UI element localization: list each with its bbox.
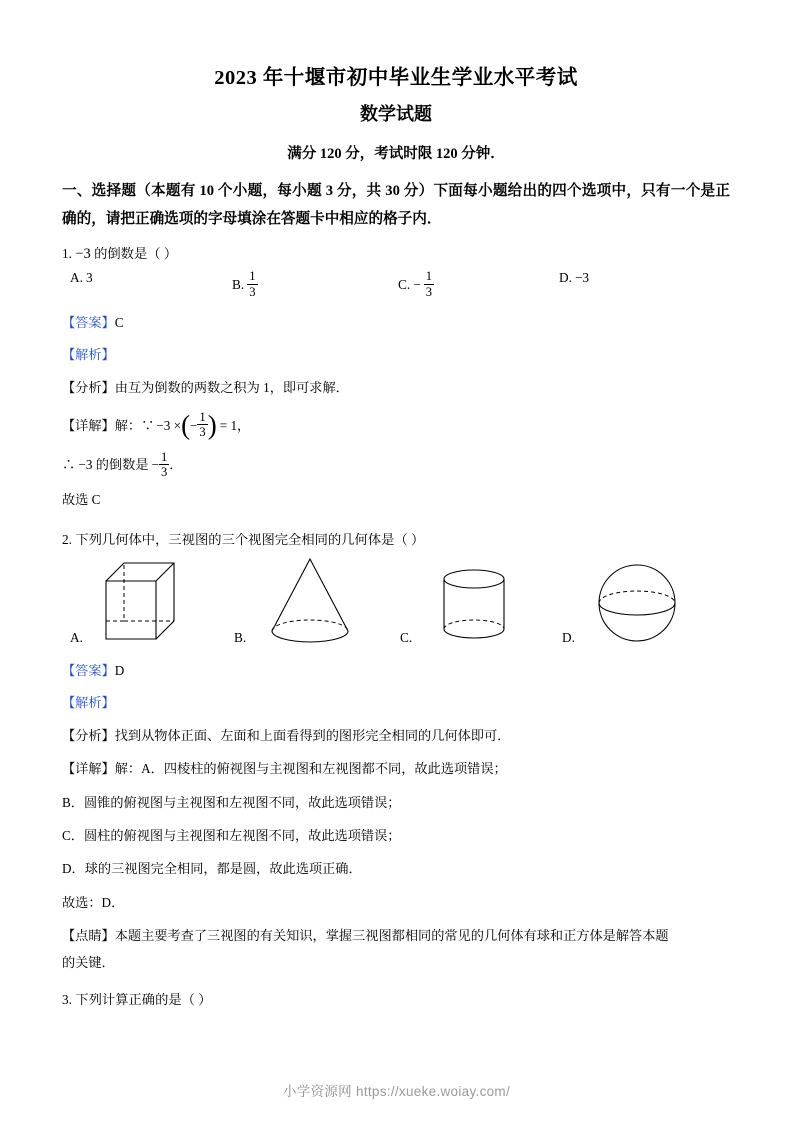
option-d-value: −3	[574, 270, 590, 286]
option-c-letter: C.	[400, 630, 413, 646]
conclusion-suffix: ．	[169, 456, 183, 472]
option-b-shape[interactable]	[260, 555, 360, 652]
cube-icon	[98, 555, 184, 647]
option-d-letter: D.	[559, 270, 572, 286]
question-2-fenxi	[62, 723, 730, 749]
question-2-final: 故选：D．	[62, 894, 125, 910]
watermark-url: https://xueke.woiay.com/	[356, 1084, 511, 1099]
answer-value: D	[114, 663, 125, 679]
math-paren-fraction	[181, 411, 217, 440]
question-1-final: 故选 C	[62, 491, 101, 507]
xiangjie-label: 【详解】	[62, 417, 115, 433]
answer-label: 【答案】	[62, 663, 115, 679]
option-a-value: 3	[85, 270, 93, 286]
math-fraction	[197, 410, 207, 439]
xiangjie-text: 解：A．四棱柱的俯视图与主视图和左视图都不同，故此选项错误；	[114, 761, 507, 777]
cylinder-icon	[428, 555, 520, 647]
math-expr-b: = 1，	[219, 417, 251, 433]
question-1-number: 1.	[62, 245, 72, 261]
cone-icon	[260, 555, 360, 647]
option-c-letter: C.	[398, 277, 411, 293]
option-b-letter: B.	[232, 277, 245, 293]
question-2-line-d: D．球的三视图完全相同，都是圆，故此选项正确．	[62, 861, 362, 877]
question-1-conclusion	[62, 451, 730, 480]
question-1-fenxi	[62, 375, 730, 401]
watermark-site-name: 小学资源网	[282, 1084, 352, 1099]
option-b-numerator: 1	[249, 269, 256, 284]
option-b-fraction	[247, 269, 257, 298]
option-a[interactable]	[70, 270, 93, 286]
analysis-label: 【解析】	[62, 347, 115, 363]
question-2-dianjing	[62, 923, 730, 949]
exam-note: 满分 120 分，考试时限 120 分钟．	[287, 146, 505, 162]
math-frac-denominator: 3	[199, 425, 206, 440]
analysis-label: 【解析】	[62, 695, 115, 711]
question-1-analysis-label	[62, 342, 730, 368]
option-d-letter: D.	[562, 630, 575, 646]
fenxi-label: 【分析】	[62, 727, 115, 743]
option-d-shape[interactable]	[590, 555, 684, 652]
option-a-shape[interactable]	[98, 555, 184, 652]
question-1-answer	[62, 310, 730, 336]
option-b-letter: B.	[234, 630, 247, 646]
question-1-stem-text: 的倒数是（ ）	[94, 245, 178, 261]
left-paren: (	[181, 410, 191, 441]
question-2-answer	[62, 658, 730, 684]
fenxi-text: 找到从物体正面、左面和上面看得到的图形完全相同的几何体即可．	[114, 727, 511, 743]
question-2-detail	[62, 756, 730, 782]
conclusion-fraction	[159, 450, 169, 479]
page-subtitle: 数学试题	[360, 104, 432, 124]
option-c[interactable]	[398, 270, 434, 299]
question-2-stem-text: 下列几何体中，三视图的三个视图完全相同的几何体是（ ）	[75, 532, 425, 548]
question-1-options	[62, 270, 730, 304]
question-2-dianjing-cont: 的关键．	[62, 954, 115, 970]
right-paren: )	[207, 410, 217, 441]
math-expr-a: −3 ×	[156, 417, 182, 433]
section-1-heading: 一、选择题（本题有 10 个小题，每小题 3 分，共 30 分）下面每小题给出的四个选项中，只有一个是正确的，请把正确选项的字母填涂在答题卡中相应的格子内．	[62, 183, 730, 228]
question-1-expr: −3	[75, 245, 91, 262]
question-3-number: 3.	[62, 992, 72, 1008]
option-c-sign: −	[413, 277, 421, 293]
question-2-stem	[62, 527, 730, 552]
conclusion-sign: −	[151, 456, 159, 472]
document-content	[62, 60, 730, 1014]
answer-label: 【答案】	[62, 315, 115, 331]
answer-value: C	[114, 315, 124, 331]
question-2-options	[62, 560, 730, 652]
option-b[interactable]	[232, 270, 258, 299]
sphere-icon	[590, 555, 684, 647]
xiangjie-text: 解：∵	[114, 417, 155, 433]
option-c-denominator: 3	[425, 284, 432, 299]
question-2-line-c: C．圆柱的俯视图与主视图和左视图不同，故此选项错误；	[62, 828, 401, 844]
option-a-letter: A.	[70, 630, 83, 646]
conclusion-prefix: ∴ −3 的倒数是	[62, 456, 149, 472]
watermark	[0, 1080, 793, 1100]
conclusion-frac-denominator: 3	[161, 464, 168, 479]
xiangjie-label: 【详解】	[62, 761, 115, 777]
math-frac-numerator: 1	[199, 410, 206, 425]
question-3-stem	[62, 987, 730, 1012]
dianjing-text: 本题主要考查了三视图的有关知识，掌握三视图都相同的常见的几何体有球和正方体是解答本题	[114, 928, 669, 944]
fenxi-text: 由互为倒数的两数之积为 1，即可求解．	[114, 379, 349, 395]
question-3-stem-text: 下列计算正确的是（ ）	[75, 992, 212, 1008]
page-title: 2023 年十堰市初中毕业生学业水平考试	[214, 67, 578, 89]
question-2-analysis-label	[62, 690, 730, 716]
math-frac-sign: −	[190, 417, 198, 433]
option-d[interactable]	[559, 270, 589, 286]
fenxi-label: 【分析】	[62, 379, 115, 395]
question-1-detail	[62, 411, 730, 440]
dianjing-label: 【点睛】	[62, 928, 115, 944]
option-c-shape[interactable]	[428, 555, 520, 652]
question-2-number: 2.	[62, 532, 72, 548]
option-c-fraction	[424, 269, 434, 298]
question-2-line-b: B．圆锥的俯视图与主视图和左视图不同，故此选项错误；	[62, 794, 401, 810]
conclusion-frac-numerator: 1	[161, 449, 168, 464]
option-c-numerator: 1	[425, 269, 432, 284]
option-b-denominator: 3	[249, 284, 256, 299]
question-1-stem	[62, 241, 730, 269]
option-a-letter: A.	[70, 270, 83, 286]
